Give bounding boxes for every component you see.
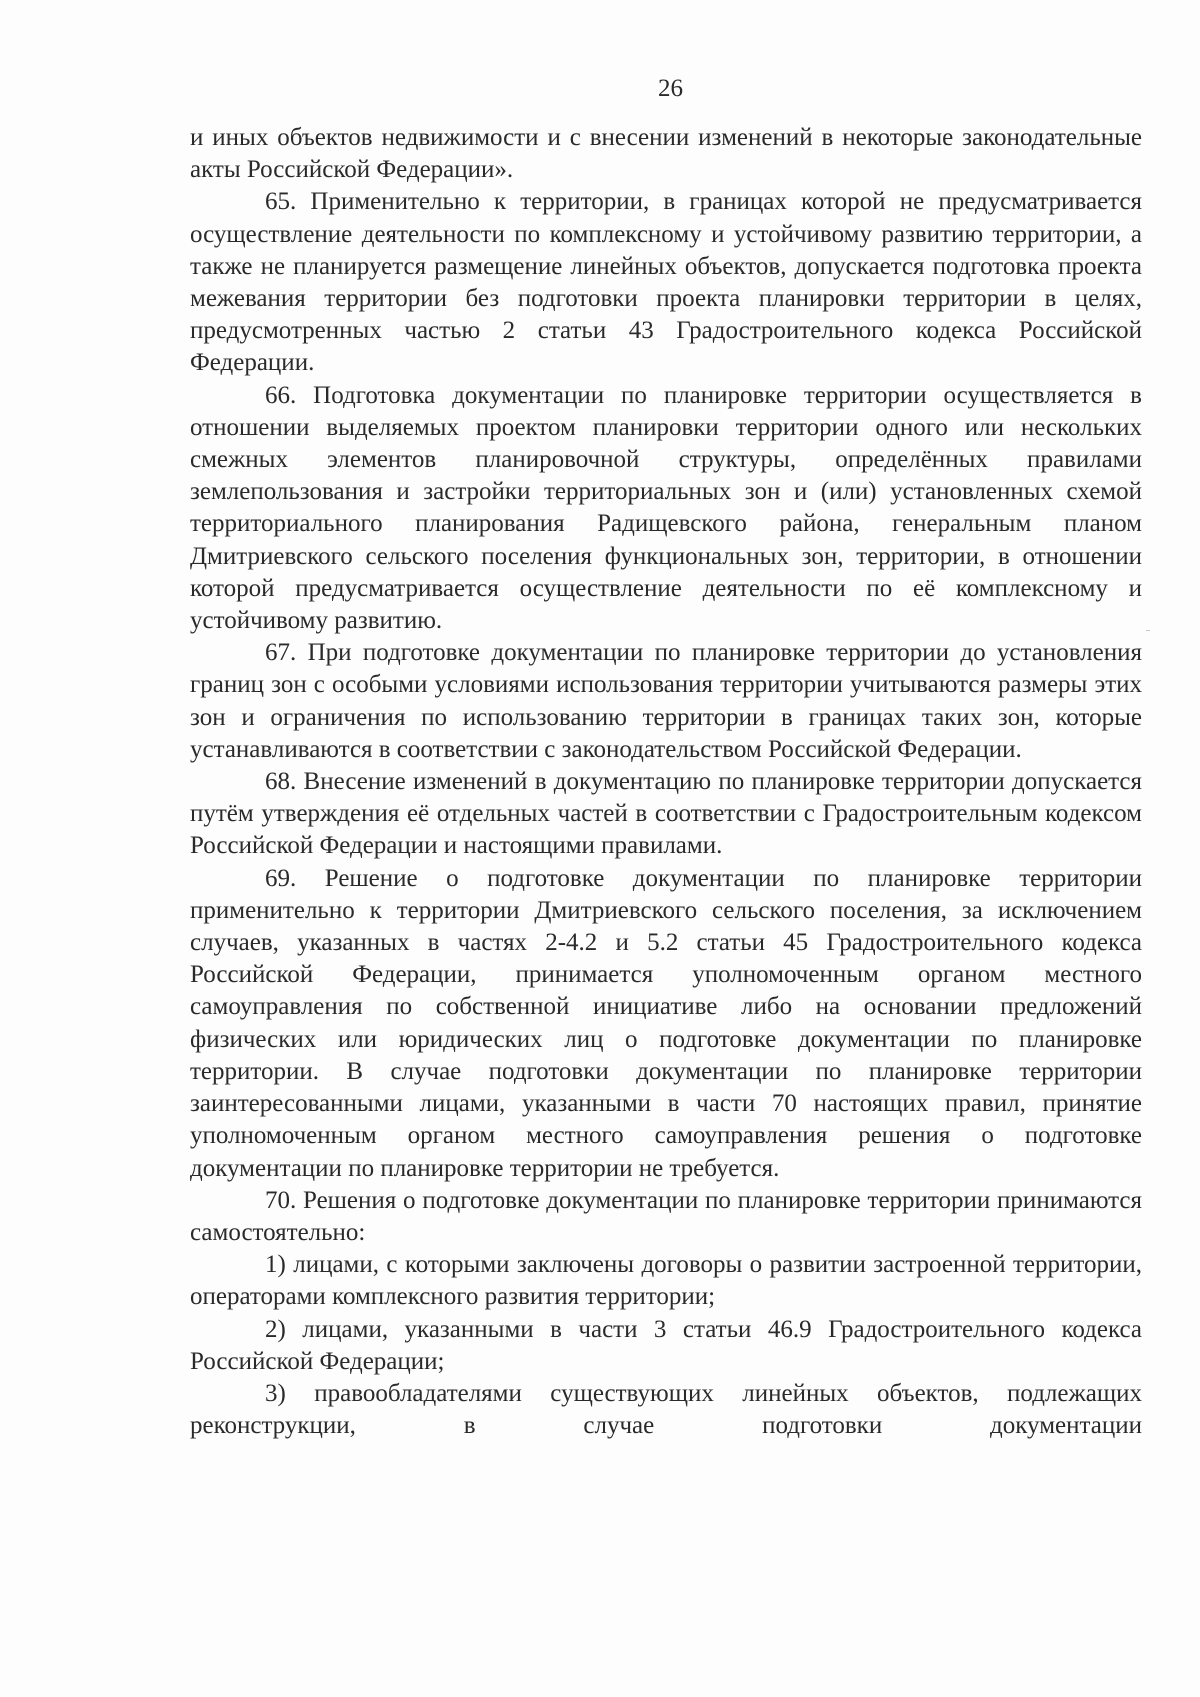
paragraph-continuation: и иных объектов недвижимости и с внесении изменений в некоторые законодательные акты Российской Федерации». <box>190 124 1142 184</box>
page-number: 26 <box>658 75 683 102</box>
paragraph-66: 66. Подготовка документации по планировке территории осуществляется в отношении выделяемых проектом планировки территории одного или нескольких смежных элементов планировочной структуры, определённых правилами землепользования и застройки территориальных зон и (или) установленных схемой территориального планирования Радищевского района, генеральным планом Дмитриевского сельского поселения функциональных зон, территории, в отношении которой предусматривается осуществление деятельности по её комплексному и устойчивому развитию. <box>190 381 1142 635</box>
paragraph-69: 69. Решение о подготовке документации по планировке территории применительно к территории Дмитриевского сельского поселения, за исключением случаев, указанных в частях 2-4.2 и 5.2 статьи 45 Градостроительного кодекса Российской Федерации, принимается уполномоченным органом местного самоуправления по собственной инициативе либо на основании предложений физических или юридических лиц о подготовке документации по планировке территории. В случае подготовки документации по планировке территории заинтересованными лицами, указанными в части 70 настоящих правил, принятие уполномоченным органом местного самоуправления решения о подготовке документации по планировке территории не требуется. <box>190 864 1142 1182</box>
paragraph-70-item-3: 3) правообладателями существующих линейных объектов, подлежащих реконструкции, в случае подготовки документации <box>190 1379 1142 1440</box>
paragraph-67: 67. При подготовке документации по планировке территории до установления границ зон с особыми условиями использования территории учитываются размеры этих зон и ограничения по использованию территории в границах таких зон, которые устанавливаются в соответствии с законодательством Российской Федерации. <box>190 639 1142 763</box>
paragraph-65: 65. Применительно к территории, в границах которой не предусматривается осуществление деятельности по комплексному и устойчивому развитию территории, а также не планируется размещение линейных объектов, допускается подготовка проекта межевания территории без подготовки проекта планировки территории в целях, предусмотренных частью 2 статьи 43 Градостроительного кодекса Российской Федерации. <box>190 188 1142 377</box>
paragraph-70-item-1: 1) лицами, с которыми заключены договоры о развитии застроенной территории, операторами комплексного развития территории; <box>190 1251 1142 1311</box>
paragraph-70: 70. Решения о подготовке документации по планировке территории принимаются самостоятельно: <box>190 1186 1142 1246</box>
paragraph-70-item-2: 2) лицами, указанными в части 3 статьи 46.9 Градостроительного кодекса Российской Федерации; <box>190 1315 1142 1375</box>
document-body <box>190 122 1142 1442</box>
scan-margin-mark <box>1146 630 1150 631</box>
paragraph-68: 68. Внесение изменений в документацию по планировке территории допускается путём утверждения её отдельных частей в соответствии с Градостроительным кодексом Российской Федерации и настоящими правилами. <box>190 768 1142 860</box>
